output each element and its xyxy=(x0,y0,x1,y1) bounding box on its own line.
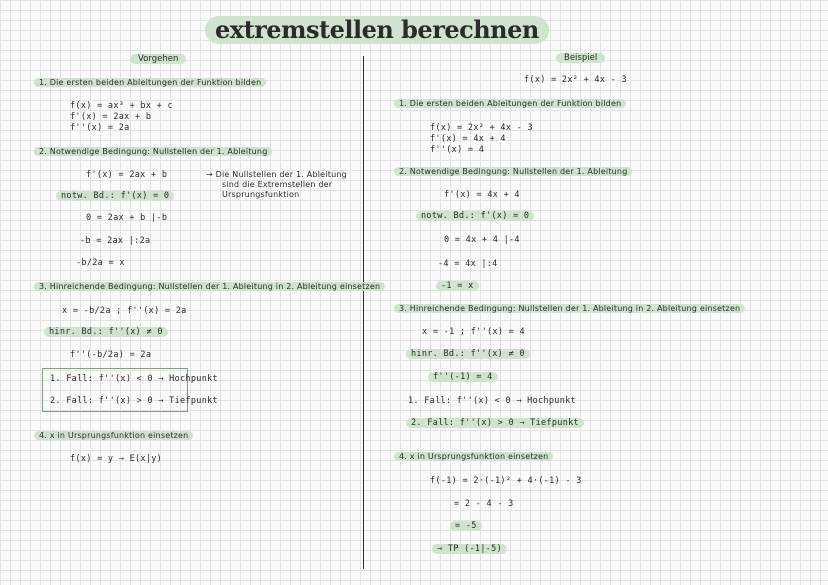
left-step2-note: → Die Nullstellen der 1. Ableitung xyxy=(206,170,347,179)
left-step1-line: f'(x) = 2ax + b xyxy=(70,112,152,122)
right-step4-title: 4. x in Ursprungsfunktion einsetzen xyxy=(394,452,553,461)
left-step3-eq: f''(-b/2a) = 2a xyxy=(70,350,152,360)
right-step1-line: f(x) = 2x² + 4x - 3 xyxy=(430,123,533,133)
right-step4-eq: f(-1) = 2·(-1)² + 4·(-1) - 3 xyxy=(430,476,582,486)
right-function: f(x) = 2x² + 4x - 3 xyxy=(524,75,627,85)
left-step1-title: 1. Die ersten beiden Ableitungen der Funktion bilden xyxy=(34,78,266,87)
left-step4-eq: f(x) = y → E(x|y) xyxy=(70,454,163,464)
right-step4-eq: = -5 xyxy=(450,521,482,531)
column-divider xyxy=(363,56,364,569)
right-step4-result: → TP (-1|-5) xyxy=(432,544,507,554)
left-step3-case: 1. Fall: f''(x) < 0 → Hochpunkt xyxy=(50,374,218,384)
right-step3-case: 1. Fall: f''(x) < 0 → Hochpunkt xyxy=(408,396,576,406)
left-step2-condition: notw. Bd.: f'(x) = 0 xyxy=(56,191,174,201)
right-step2-title: 2. Notwendige Bedingung: Nullstellen der 1. Ableitung xyxy=(394,167,632,176)
right-step2-eq: -4 = 4x |:4 xyxy=(438,259,498,269)
left-step3-eq: x = -b/2a ; f''(x) = 2a xyxy=(62,306,187,316)
left-step1-line: f(x) = ax³ + bx + c xyxy=(70,101,173,111)
right-step1-line: f''(x) = 4 xyxy=(430,145,485,155)
right-step2-deriv: f'(x) = 4x + 4 xyxy=(444,190,520,200)
right-step3-condition: hinr. Bd.: f''(x) ≠ 0 xyxy=(406,349,530,359)
right-step3-eq: f''(-1) = 4 xyxy=(428,372,498,382)
right-step4-eq: = 2 - 4 - 3 xyxy=(454,499,514,509)
left-step2-note: sind die Extremstellen der xyxy=(222,180,333,189)
left-step3-condition: hinr. Bd.: f''(x) ≠ 0 xyxy=(44,327,168,337)
right-step3-title: 3. Hinreichende Bedingung: Nullstellen der 1. Ableitung in 2. Ableitung einsetzen xyxy=(394,304,745,313)
right-step2-eq: -1 = x xyxy=(436,281,479,291)
right-step3-eq: x = -1 ; f''(x) = 4 xyxy=(422,327,525,337)
right-step2-eq: 0 = 4x + 4 |-4 xyxy=(444,235,520,245)
right-step1-title: 1. Die ersten beiden Ableitungen der Funktion bilden xyxy=(394,99,626,108)
right-step1-line: f'(x) = 4x + 4 xyxy=(430,134,506,144)
right-step2-condition: notw. Bd.: f'(x) = 0 xyxy=(416,211,534,221)
left-step1-line: f''(x) = 2a xyxy=(70,123,130,133)
right-step3-case: 2. Fall: f''(x) > 0 → Tiefpunkt xyxy=(406,418,584,428)
left-step3-title: 3. Hinreichende Bedingung: Nullstellen der 1. Ableitung in 2. Ableitung einsetzen xyxy=(34,282,385,291)
page-title: extremstellen berechnen xyxy=(205,16,549,44)
left-step3-case: 2. Fall: f''(x) > 0 → Tiefpunkt xyxy=(50,396,218,406)
left-step2-eq: 0 = 2ax + b |-b xyxy=(86,213,168,223)
left-step2-eq: -b = 2ax |:2a xyxy=(80,236,151,246)
left-step2-deriv: f'(x) = 2ax + b xyxy=(86,170,168,180)
left-step4-title: 4. x in Ursprungsfunktion einsetzen xyxy=(34,431,193,440)
right-heading: Beispiel xyxy=(556,53,605,63)
left-step2-eq: -b/2a = x xyxy=(76,258,125,268)
left-heading: Vorgehen xyxy=(130,54,186,64)
left-step2-title: 2. Notwendige Bedingung: Nullstellen der 1. Ableitung xyxy=(34,147,272,156)
left-step2-note: Ursprungsfunktion xyxy=(222,190,300,199)
